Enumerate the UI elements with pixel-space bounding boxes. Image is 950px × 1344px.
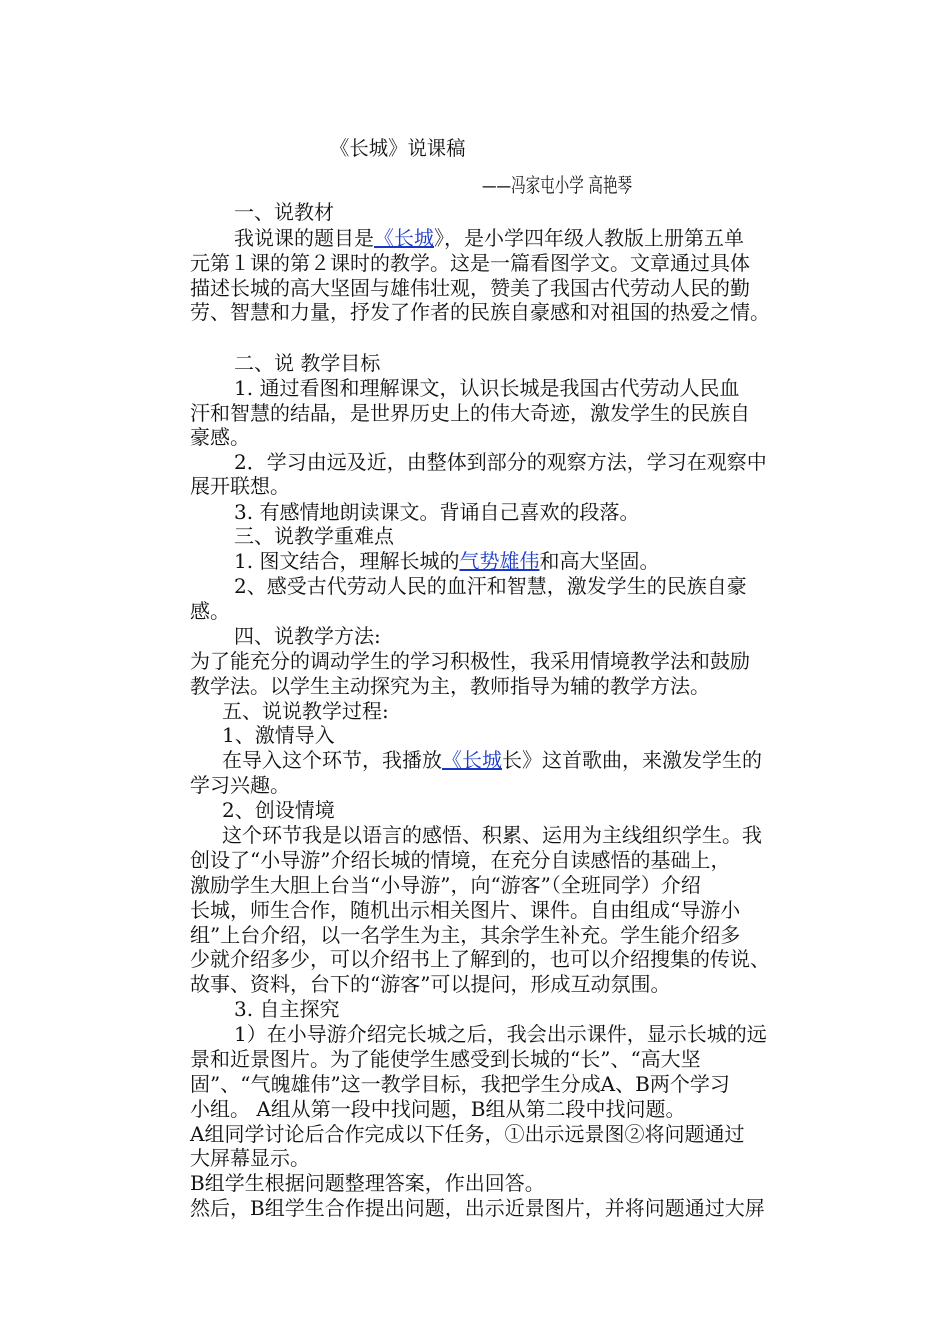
paragraph-line: 汗和智慧的结晶，是世界历史上的伟大奇迹，激发学生的民族自 [190, 401, 750, 425]
paragraph-line: 组”上台介绍，以一名学生为主，其余学生补充。学生能介绍多 [190, 923, 741, 947]
link-qishi-xiongwei[interactable]: 气势雄伟 [459, 549, 540, 573]
text-segment: 》，是小学四年级人教版上册第五单 [434, 226, 744, 250]
paragraph-line: 然后，B组学生合作提出问题，出示近景图片，并将问题通过大屏 [190, 1196, 765, 1220]
paragraph-line: 学习兴趣。 [190, 773, 290, 797]
section-heading-textbook: 一、说教材 [234, 200, 334, 224]
paragraph-line [222, 748, 852, 773]
paragraph-line: 豪感。 [190, 425, 250, 449]
paragraph-line: 2．学习由远及近，由整体到部分的观察方法，学习在观察中 [234, 450, 767, 474]
paragraph-line: 长城，师生合作，随机出示相关图片、课件。自由组成“导游小 [190, 898, 741, 922]
paragraph-line: 景和近景图片。为了能使学生感受到长城的“长”、“高大坚 [190, 1047, 701, 1071]
link-changcheng-song[interactable]: 《长城 [442, 748, 502, 772]
paragraph-line: A组同学讨论后合作完成以下任务，①出示远景图②将问题通过 [190, 1122, 745, 1146]
paragraph-line: B组学生根据问题整理答案，作出回答。 [190, 1171, 545, 1195]
author-line: ——冯家屯小学 高艳琴 [482, 173, 633, 197]
paragraph-line: 激励学生大胆上台当“小导游”，向“游客”（全班同学）介绍 [190, 873, 701, 897]
section-heading-goals: 二、说 教学目标 [234, 351, 381, 375]
text-segment: 在导入这个环节，我播放 [222, 748, 442, 772]
subheading-scenario: 2、创设情境 [222, 798, 335, 822]
paragraph-line: 创设了“小导游”介绍长城的情境，在充分自读感悟的基础上， [190, 848, 731, 872]
paragraph-line: 展开联想。 [190, 474, 290, 498]
paragraph-line: 少就介绍多少，可以介绍书上了解到的，也可以介绍搜集的传说、 [190, 947, 770, 971]
paragraph-line: 1）在小导游介绍完长城之后，我会出示课件，显示长城的远 [234, 1022, 767, 1046]
subheading-explore: 3. 自主探究 [234, 997, 340, 1021]
section-heading-keypoints: 三、说教学重难点 [234, 524, 394, 548]
paragraph-line: 元第１课的第２课时的教学。这是一篇看图学文。文章通过具体 [190, 251, 750, 275]
subheading-intro: 1、激情导入 [222, 723, 335, 747]
paragraph-line: 3. 有感情地朗读课文。背诵自己喜欢的段落。 [234, 500, 640, 524]
paragraph-line: 大屏幕显示。 [190, 1146, 310, 1170]
document-title: 《长城》说课稿 [330, 136, 466, 160]
paragraph-line [234, 549, 864, 574]
paragraph-line: 2、感受古代劳动人民的血汗和智慧，激发学生的民族自豪 [234, 574, 747, 598]
paragraph-line: 小组。 A组从第一段中找问题，B组从第二段中找问题。 [190, 1097, 686, 1121]
paragraph-line: 故事、资料，台下的“游客”可以提问，形成互动氛围。 [190, 972, 671, 996]
text-segment: 我说课的题目是 [234, 226, 374, 250]
paragraph-line: 教学法。以学生主动探究为主，教师指导为辅的教学方法。 [190, 674, 710, 698]
paragraph-line: 描述长城的高大坚固与雄伟壮观，赞美了我国古代劳动人民的勤 [190, 276, 750, 300]
link-changcheng[interactable]: 《长城 [374, 226, 434, 250]
paragraph-line: 为了能充分的调动学生的学习积极性，我采用情境教学法和鼓励 [190, 649, 750, 673]
paragraph-line: 1. 通过看图和理解课文，认识长城是我国古代劳动人民血 [234, 376, 740, 400]
paragraph-line: 这个环节我是以语言的感悟、积累、运用为主线组织学生。我 [222, 823, 762, 847]
section-heading-methods: 四、说教学方法: [234, 624, 381, 648]
text-segment: 和高大坚固。 [539, 549, 660, 573]
paragraph-line: 固”、“气魄雄伟”这一教学目标，我把学生分成A、B两个学习 [190, 1072, 730, 1096]
paragraph-line: 劳、智慧和力量，抒发了作者的民族自豪感和对祖国的热爱之情。 [190, 300, 770, 324]
paragraph-line: 感。 [190, 599, 230, 623]
text-segment: 长》这首歌曲，来激发学生的 [502, 748, 762, 772]
paragraph-line [234, 226, 864, 251]
text-segment: 1. 图文结合，理解长城的 [234, 549, 460, 573]
section-heading-process: 五、说说教学过程: [222, 699, 389, 723]
